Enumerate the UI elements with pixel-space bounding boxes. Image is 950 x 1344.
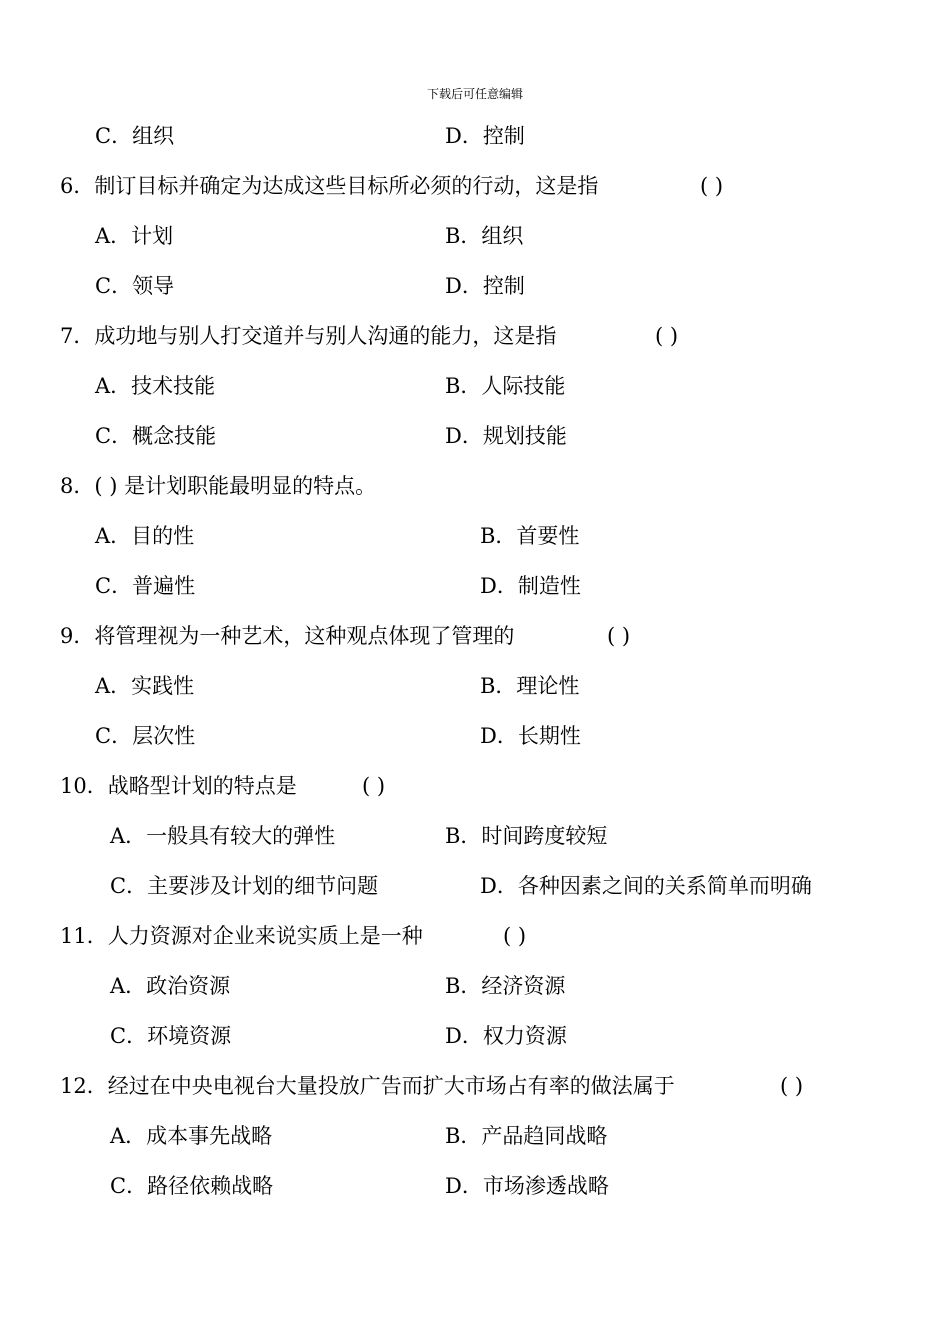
- option-b: B．理论性: [480, 674, 580, 698]
- question-text: 11．人力资源对企业来说实质上是一种: [60, 924, 423, 948]
- question-text: 6．制订目标并确定为达成这些目标所必须的行动，这是指: [60, 174, 599, 198]
- option-c: C．环境资源: [110, 1024, 232, 1048]
- question-text: 12．经过在中央电视台大量投放广告而扩大市场占有率的做法属于: [60, 1074, 675, 1098]
- option-b: B．人际技能: [445, 374, 566, 398]
- option-d: D．权力资源: [445, 1024, 567, 1048]
- option-d: D．规划技能: [445, 424, 567, 448]
- option-d: D．控制: [445, 124, 525, 148]
- answer-blank: ( ): [607, 624, 631, 648]
- option-c: C．概念技能: [95, 424, 217, 448]
- option-a: A．目的性: [95, 524, 195, 548]
- option-d: D．制造性: [480, 574, 581, 598]
- option-b: B．经济资源: [445, 974, 566, 998]
- option-c: C．层次性: [95, 724, 196, 748]
- question-8: [60, 472, 376, 500]
- option-c: C．组织: [95, 124, 175, 148]
- option-a: A．成本事先战略: [110, 1124, 273, 1148]
- question-12: [60, 1072, 675, 1100]
- option-d: D．各种因素之间的关系简单而明确: [480, 874, 812, 898]
- option-c: C．普遍性: [95, 574, 196, 598]
- question-text: 7．成功地与别人打交道并与别人沟通的能力，这是指: [60, 324, 557, 348]
- option-d: D．控制: [445, 274, 525, 298]
- question-text: 9．将管理视为一种艺术，这种观点体现了管理的: [60, 624, 515, 648]
- option-a: A．技术技能: [95, 374, 216, 398]
- answer-blank: ( ): [700, 174, 724, 198]
- answer-blank: ( ): [362, 774, 386, 798]
- option-b: B．产品趋同战略: [445, 1124, 608, 1148]
- answer-blank: ( ): [780, 1074, 804, 1098]
- page-header: 下载后可任意编辑: [426, 87, 523, 101]
- option-c: C．领导: [95, 274, 175, 298]
- option-b: B．组织: [445, 224, 524, 248]
- question-7: [60, 322, 556, 350]
- option-b: B．时间跨度较短: [445, 824, 608, 848]
- question-text: 8．( ) 是计划职能最明显的特点。: [60, 474, 377, 498]
- option-a: A．实践性: [95, 674, 195, 698]
- option-a: A．计划: [95, 224, 174, 248]
- question-text: 10．战略型计划的特点是: [60, 774, 297, 798]
- question-11: [60, 922, 423, 950]
- option-c: C．路径依赖战略: [110, 1174, 274, 1198]
- answer-blank: ( ): [655, 324, 679, 348]
- question-10: [60, 772, 297, 800]
- option-d: D．市场渗透战略: [445, 1174, 609, 1198]
- question-9: [60, 622, 514, 650]
- option-d: D．长期性: [480, 724, 581, 748]
- question-6: [60, 172, 598, 200]
- answer-blank: ( ): [503, 924, 527, 948]
- option-a: A．一般具有较大的弹性: [110, 824, 336, 848]
- option-b: B．首要性: [480, 524, 580, 548]
- option-c: C．主要涉及计划的细节问题: [110, 874, 379, 898]
- option-a: A．政治资源: [110, 974, 231, 998]
